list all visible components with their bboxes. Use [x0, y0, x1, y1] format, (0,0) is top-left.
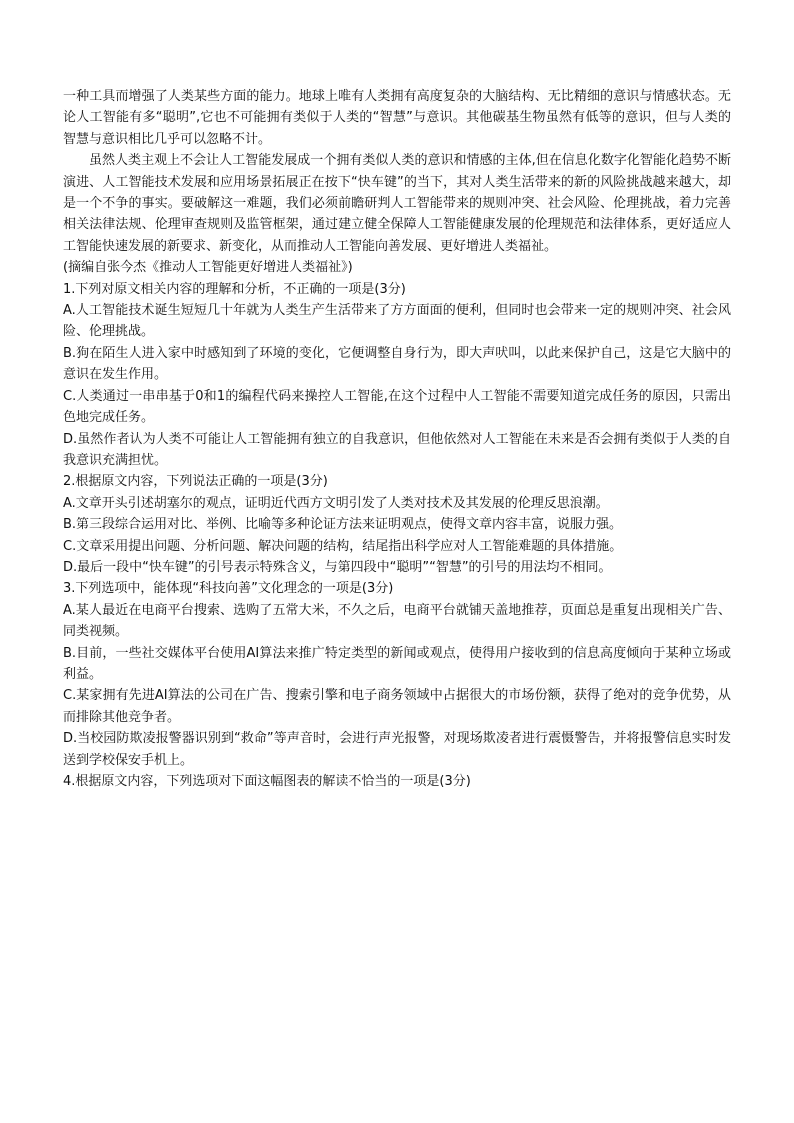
question-2-option-c: C.文章采用提出问题、分析问题、解决问题的结构，结尾指出科学应对人工智能难题的具体措施。: [63, 538, 623, 554]
question-3-option-d: D.当校园防欺凌报警器识别到“救命”等声音时，会进行声光报警，对现场欺凌者进行震慑警告，并将报警信息实时发送到学校保安手机上。: [63, 731, 731, 768]
question-3-option-c: C.某家拥有先进AI算法的公司在广告、搜索引擎和电子商务领域中占据很大的市场份额，获得了绝对的竞争优势，从而排除其他竞争者。: [63, 688, 731, 725]
question-2-stem: 2.根据原文内容，下列说法正确的一项是(3分): [63, 474, 328, 490]
question-1-option-b: B.狗在陌生人进入家中时感知到了环境的变化，它便调整自身行为，即大声吠叫，以此来保护自己，这是它大脑中的意识在发生作用。: [63, 345, 731, 383]
question-1-option-d: D.虽然作者认为人类不可能让人工智能拥有独立的自我意识，但他依然对人工智能在未来是否会拥有类似于人类的自我意识充满担忧。: [63, 431, 731, 468]
question-1-option-a: A.人工智能技术诞生短短几十年就为人类生产生活带来了方方面面的便利，但同时也会带来一定的规则冲突、社会风险、伦理挑战。: [63, 303, 731, 340]
question-3-option-a: A.某人最近在电商平台搜索、选购了五常大米，不久之后，电商平台就铺天盖地推荐，页面总是重复出现相关广告、同类视频。: [63, 602, 731, 640]
question-1-option-c: C.人类通过一串串基于0和1的编程代码来操控人工智能,在这个过程中人工智能不需要知道完成任务的原因，只需出色地完成任务。: [63, 388, 731, 426]
question-2-option-a: A.文章开头引述胡塞尔的观点，证明近代西方文明引发了人类对技术及其发展的伦理反思浪潮。: [63, 495, 609, 511]
question-3-stem: 3.下列选项中，能体现“科技向善”文化理念的一项是(3分): [63, 581, 394, 597]
question-4-stem: 4.根据原文内容，下列选项对下面这幅图表的解读不恰当的一项是(3分): [63, 774, 471, 789]
question-2-option-d: D.最后一段中“快车键”的引号表示特殊含义，与第四段中“聪明”“智慧”的引号的用法均不相同。: [63, 559, 612, 575]
document-page: [63, 86, 731, 792]
passage-source: (摘编自张今杰《推动人工智能更好增进人类福祉》): [63, 260, 353, 276]
passage-paragraph-2: 虽然人类主观上不会让人工智能发展成一个拥有类似人类的意识和情感的主体,但在信息化数字化智能化趋势不断演进、人工智能技术发展和应用场景拓展正在按下“快车键”的当下，其对人类生活带来的新的风险挑战越来越大，却是一个不争的事实。要破解这一难题，我们必须前瞻研判人工智能带来的规则冲突、社会风险、伦理挑战，着力完善相关法律法规、伦理审查规则及监管框架，通过建立健全保障人工智能健康发展的伦理规范和法律体系，更好适应人工智能快速发展的新要求、新变化，从而推动人工智能向善发展、更好增进人类福祉。: [63, 153, 731, 254]
question-3-option-b: B.目前，一些社交媒体平台使用AI算法来推广特定类型的新闻或观点，使得用户接收到的信息高度倾向于某种立场或利益。: [63, 645, 731, 682]
passage-paragraph-1: 一种工具而增强了人类某些方面的能力。地球上唯有人类拥有高度复杂的大脑结构、无比精细的意识与情感状态。无论人工智能有多“聪明”,它也不可能拥有类似于人类的“智慧”与意识。其他碳基生物虽然有低等的意识，但与人类的智慧与意识相比几乎可以忽略不计。: [63, 89, 731, 147]
question-1-stem: 1.下列对原文相关内容的理解和分析，不正确的一项是(3分): [63, 281, 406, 297]
question-2-option-b: B.第三段综合运用对比、举例、比喻等多种论证方法来证明观点，使得文章内容丰富，说服力强。: [63, 517, 623, 533]
